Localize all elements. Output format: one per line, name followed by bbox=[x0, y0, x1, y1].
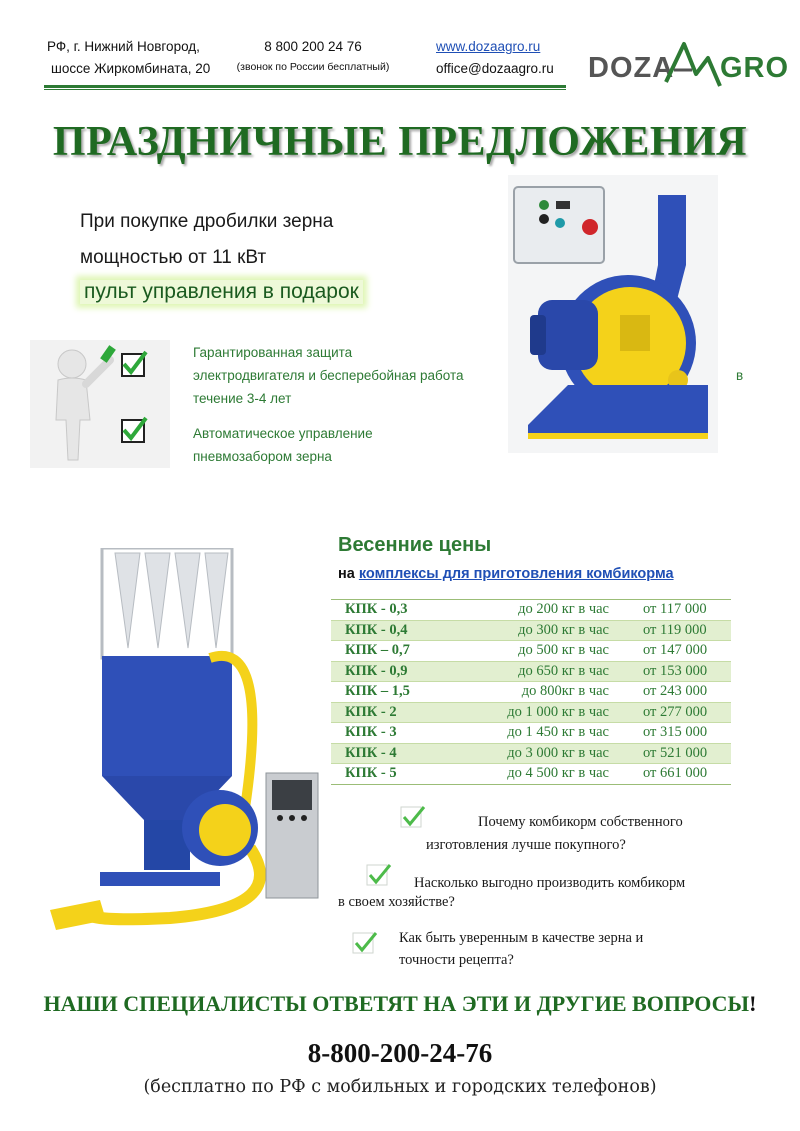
question1-line2: изготовления лучше покупного? bbox=[426, 837, 626, 853]
gift-highlight: пульт управления в подарок bbox=[80, 280, 363, 304]
capacity-cell: до 3 000 кг в час bbox=[507, 744, 609, 761]
price-cell: от 117 000 bbox=[643, 601, 707, 618]
address-block bbox=[47, 36, 210, 80]
promo-line1: При покупке дробилки зерна bbox=[80, 211, 334, 232]
price-cell: от 153 000 bbox=[643, 662, 708, 679]
table-row bbox=[331, 723, 731, 744]
capacity-cell: до 500 кг в час bbox=[518, 642, 609, 659]
header-phone-note: (звонок по России бесплатный) bbox=[236, 61, 390, 73]
table-row bbox=[331, 743, 731, 764]
footer-phone[interactable]: 8-800-200-24-76 bbox=[307, 1038, 493, 1068]
address-line2: шоссе Жиркомбината, 20 bbox=[51, 61, 211, 76]
header-divider-thin bbox=[44, 89, 566, 90]
feature1-line3: течение 3-4 лет bbox=[193, 391, 292, 406]
header-divider bbox=[44, 85, 566, 88]
question3-line2: точности рецепта? bbox=[399, 952, 514, 968]
question2-line2: в своем хозяйстве? bbox=[338, 894, 455, 910]
price-cell: от 315 000 bbox=[643, 724, 708, 741]
price-table bbox=[331, 599, 731, 785]
table-row bbox=[331, 764, 731, 785]
dozaagro-logo bbox=[588, 40, 790, 96]
feature1-line1: Гарантированная защита bbox=[193, 345, 353, 360]
price-cell: от 661 000 bbox=[643, 765, 708, 782]
address-line1: РФ, г. Нижний Новгород, bbox=[47, 39, 200, 54]
feature-protection bbox=[193, 341, 464, 410]
callout-text: НАШИ СПЕЦИАЛИСТЫ ОТВЕТЯТ НА ЭТИ И ДРУГИЕ ВОПРОСЫ bbox=[43, 991, 750, 1016]
table-row bbox=[331, 600, 731, 621]
contacts-block bbox=[436, 36, 554, 80]
page-title: ПРАЗДНИЧНЫЕ ПРЕДЛОЖЕНИЯ bbox=[52, 119, 748, 165]
price-cell: от 119 000 bbox=[643, 621, 707, 638]
model-cell: КПК - 0,4 bbox=[345, 621, 408, 638]
capacity-cell: до 650 кг в час bbox=[518, 662, 609, 679]
person-checklist-icon bbox=[30, 340, 170, 468]
table-row bbox=[331, 620, 731, 641]
figure-checklist-image bbox=[30, 340, 170, 468]
capacity-cell: до 1 000 кг в час bbox=[507, 703, 609, 720]
callout-bang: ! bbox=[749, 991, 757, 1016]
model-cell: КПК - 5 bbox=[345, 765, 397, 782]
model-cell: КПК - 0,9 bbox=[345, 662, 408, 679]
model-cell: КПК - 0,3 bbox=[345, 601, 408, 618]
feature2-line1: Автоматическое управление bbox=[193, 426, 373, 441]
check-icon bbox=[400, 804, 426, 830]
capacity-cell: до 200 кг в час bbox=[518, 601, 609, 618]
table-row bbox=[331, 702, 731, 723]
grain-crusher-image bbox=[508, 175, 718, 453]
table-row bbox=[331, 661, 731, 682]
capacity-cell: до 800кг в час bbox=[521, 683, 609, 700]
feature2-line2: пневмозабором зерна bbox=[193, 449, 332, 464]
capacity-cell: до 4 500 кг в час bbox=[507, 765, 609, 782]
price-cell: от 521 000 bbox=[643, 744, 708, 761]
email-text[interactable]: office@dozaagro.ru bbox=[436, 61, 554, 76]
price-cell: от 147 000 bbox=[643, 642, 708, 659]
spring-prices-subheading bbox=[338, 566, 674, 582]
logo-text-left: DOZA bbox=[588, 52, 675, 84]
feed-complexes-link[interactable]: комплексы для приготовления комбикорма bbox=[358, 566, 674, 582]
logo-text-right: GRO bbox=[720, 52, 790, 84]
price-cell: от 277 000 bbox=[643, 703, 708, 720]
promo-text bbox=[80, 204, 333, 276]
specialists-callout bbox=[0, 991, 800, 1017]
header-phone: 8 800 200 24 76 bbox=[264, 39, 362, 54]
model-cell: КПК – 0,7 bbox=[345, 642, 410, 659]
feature1-trailing-word: в bbox=[736, 368, 744, 383]
header-phone-block bbox=[233, 36, 393, 76]
model-cell: КПК - 4 bbox=[345, 744, 397, 761]
question2-line1: Насколько выгодно производить комбикорм bbox=[414, 875, 686, 891]
question3-line1: Как быть уверенным в качестве зерна и bbox=[399, 930, 644, 946]
check-icon bbox=[366, 862, 392, 888]
table-row bbox=[331, 682, 731, 703]
model-cell: КПК - 3 bbox=[345, 724, 397, 741]
capacity-cell: до 1 450 кг в час bbox=[507, 724, 609, 741]
price-cell: от 243 000 bbox=[643, 683, 708, 700]
promo-line2: мощностью от 11 кВт bbox=[80, 247, 267, 268]
capacity-cell: до 300 кг в час bbox=[518, 621, 609, 638]
question1-line1: Почему комбикорм собственного bbox=[478, 814, 683, 830]
feature1-line2: электродвигателя и бесперебойная работа bbox=[193, 368, 464, 383]
footer-phone-note: (бесплатно по РФ с мобильных и городских телефонов) bbox=[143, 1077, 657, 1097]
spring-sub-prefix: на bbox=[338, 566, 355, 582]
feed-mill-complex-image bbox=[40, 548, 330, 948]
model-cell: КПК – 1,5 bbox=[345, 683, 410, 700]
model-cell: КПК - 2 bbox=[345, 703, 397, 720]
website-link[interactable]: www.dozaagro.ru bbox=[436, 39, 541, 54]
spring-prices-heading: Весенние цены bbox=[338, 534, 492, 556]
check-icon bbox=[352, 930, 378, 956]
table-row bbox=[331, 641, 731, 662]
logo-mark-icon bbox=[662, 40, 724, 96]
feature-auto-control bbox=[193, 422, 373, 468]
